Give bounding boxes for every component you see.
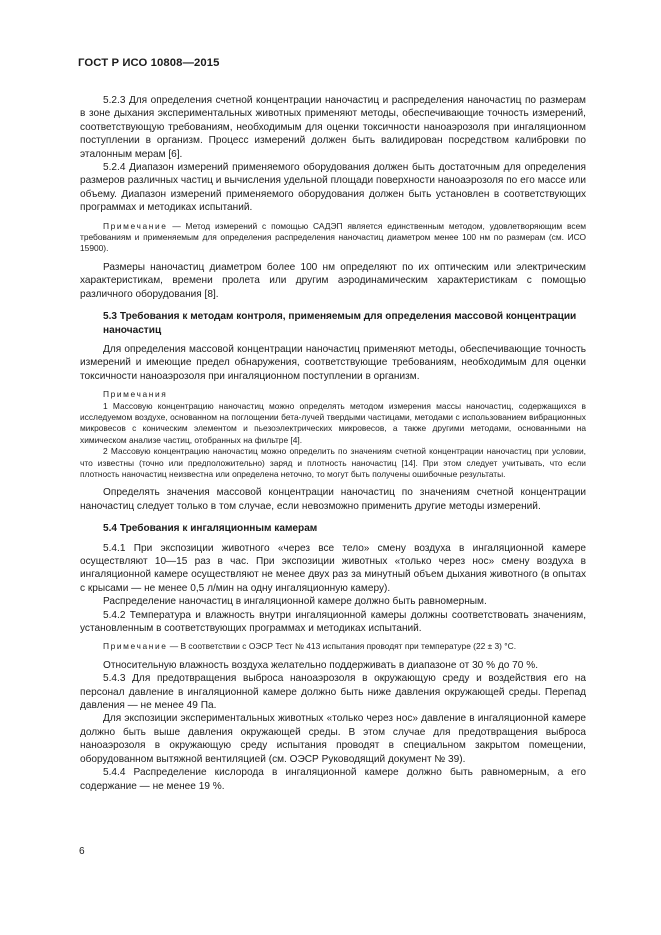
clause-5-4-4: 5.4.4 Распределение кислорода в ингаляционной камере должно быть равномерным, а его содержание — не менее 19 %. bbox=[80, 767, 586, 792]
paragraph-particle-size: Размеры наночастиц диаметром более 100 нм определяют по их оптическим или электрическим характеристикам, времени пролета или другим аэродинамическим характеристикам с помощью различного оборудования [8]. bbox=[80, 261, 586, 300]
page-number: 6 bbox=[79, 846, 85, 857]
paragraph-humidity: Относительную влажность воздуха желательно поддерживать в диапазоне от 30 % до 70 %. bbox=[103, 659, 538, 671]
clause-5-2-3: 5.2.3 Для определения счетной концентрации наночастиц и распределения наночастиц по размерам в зоне дыхания экспериментальных животных применяют методы, обеспечивающие точность измерений, соответствующую требованиям, необходимым для оценки токсичности нанoаэрозоля при ингаляционном поступлении в организм. Процесс измерений должен быть валидирован посредством калибровки по эталонным мерам [6]. bbox=[80, 95, 586, 160]
paragraph-distribution: Распределение наночастиц в ингаляционной камере должно быть равномерным. bbox=[103, 596, 487, 608]
document-body bbox=[80, 94, 586, 793]
clause-5-2-4: 5.2.4 Диапазон измерений применяемого оборудования должен быть достаточным для определения размеров различных частиц и вычисления удельной площади поверхности нанoаэрозоля по его массе или объему. Диапазон измерений применяемого оборудования должен быть установлен в соответствующих программах и методиках испытаний. bbox=[80, 162, 586, 214]
note-5-2-4 bbox=[80, 221, 586, 255]
note-1: 1 Массовую концентрацию наночастиц можно определять методом измерения массы наночастиц, содержащихся в исследуемом воздухе, основанном на поглощении бета-лучей твердыми частицами, методами с использованием вибрационных микровесов с коническим элементом и пьезоэлектрических микровесов, а также другими методами, основанными на химическом анализе частиц, отобранных на фильтре [4]. bbox=[80, 400, 586, 445]
paragraph-mass-from-count: Определять значения массовой концентрации наночастиц по значениям счетной концентрации наночастиц следует только в том случае, если невозможно применить другие методы измерений. bbox=[80, 487, 586, 512]
paragraph-nose-only-pressure: Для экспозиции экспериментальных животных «только через нос» давление в ингаляционной камере должно быть выше давления окружающей среды. В этом случае для предотвращения выброса нанoаэрозоля в окружающую среду испытания проводят в специальном закрытом помещении, оборудованном вытяжной вентиляцией (см. ОЭСР Руководящий документ № 39). bbox=[80, 713, 586, 765]
paragraph-mass-concentration: Для определения массовой концентрации наночастиц применяют методы, обеспечивающие точность измерений и имеющие предел обнаружения, соответствующие требованиям, необходимым для оценки токсичности нанoаэрозоля при ингаляционном поступлении в организм. bbox=[80, 343, 586, 382]
note-text: — В соответствии с ОЭСР Тест № 413 испытания проводят при температуре (22 ± 3) °С. bbox=[167, 641, 517, 652]
note-text: — Метод измерений с помощью САДЭП является единственным методом, удовлетворяющим всем требованиям и применяемым для определения распределения наночастиц диаметром менее 100 нм по размерам (см. ИСО 15900). bbox=[80, 220, 586, 254]
section-5-3-heading: 5.3 Требования к методам контроля, применяемым для определения массовой концентрации наночастиц bbox=[103, 311, 577, 336]
clause-5-4-3: 5.4.3 Для предотвращения выброса нанoаэрозоля в окружающую среду и воздействия его на персонал давление в ингаляционной камере должно быть ниже давления окружающей среды. Перепад давления — не менее 49 Па. bbox=[80, 673, 586, 712]
section-5-4-heading: 5.4 Требования к ингаляционным камерам bbox=[103, 523, 318, 535]
note-5-4-2 bbox=[80, 641, 586, 652]
notes-label: Примечания bbox=[103, 389, 168, 400]
clause-5-4-1: 5.4.1 При экспозиции животного «через все тело» смену воздуха в ингаляционной камере осуществляют 10—15 раз в час. При экспозиции животных «только через нос» смену воздуха в ингаляционной камере осуществляют не менее двух раз за минутный объем дыхания животного (в опытах с крысами — не менее 0,5 л/мин на одну ингаляционную камеру). bbox=[80, 542, 586, 594]
note-2: 2 Массовую концентрацию наночастиц можно определить по значениям счетной концентрации наночастиц при условии, что известны (точно или предположительно) заряд и плотность наночастиц [14]. При этом следует учитывать, что если плотность наночастиц неизвестна или определена неточно, то могут быть получены ошибочные результаты. bbox=[80, 446, 586, 479]
note-label: Примечание bbox=[103, 641, 168, 652]
standard-header: ГОСТ Р ИСО 10808—2015 bbox=[78, 57, 220, 69]
note-label: Примечание bbox=[103, 220, 168, 231]
clause-5-4-2: 5.4.2 Температура и влажность внутри ингаляционной камеры должны соответствовать значениям, установленным в соответствующих программах и методиках испытаний. bbox=[80, 609, 586, 635]
